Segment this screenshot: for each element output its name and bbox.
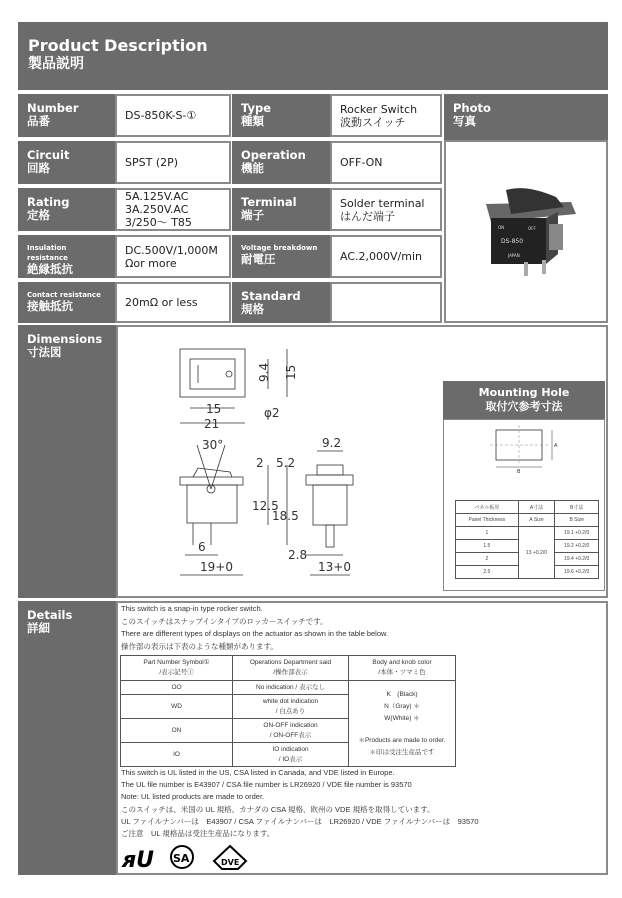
product-photo <box>444 140 608 323</box>
title-ja: 製品説明 <box>28 56 84 72</box>
label-ja: 絶縁抵抗 <box>27 262 73 276</box>
display: No indication / 表示なし <box>233 681 349 695</box>
display: IO indication <box>272 745 309 753</box>
label-en: Dimensions <box>27 332 103 346</box>
label-en: Photo <box>453 101 491 115</box>
color: K (Black) <box>386 690 418 698</box>
color-note: ＊Products are made to order. <box>358 736 446 744</box>
label-en: Number <box>27 101 79 115</box>
th: B Size <box>555 514 599 527</box>
note-line: このスイッチは、米国の UL 規格、カナダの CSA 規格、欧州の VDE 規格を取得しています。 <box>121 804 435 814</box>
label-en: Details <box>27 608 73 622</box>
cell: 2 <box>456 553 519 566</box>
spec-value <box>115 235 231 278</box>
label-ja: 定格 <box>27 208 50 222</box>
spec-label <box>232 282 330 323</box>
th: /本体・ツマミ色 <box>378 669 426 676</box>
mounting-b-label: B <box>517 469 521 475</box>
th: A Size <box>518 514 555 527</box>
value-line: 3/250～ T85 <box>125 216 192 229</box>
color: N（Gray) ＊ <box>384 702 420 710</box>
spec-label <box>232 94 330 137</box>
spec-label <box>232 141 330 184</box>
intro-line: This switch is a snap-in type rocker switch. <box>121 604 263 613</box>
value-line: 波動スイッチ <box>340 115 406 129</box>
th: Part Number Symbol① <box>143 659 210 666</box>
label-ja: 耐電圧 <box>241 252 276 266</box>
cell: 1 <box>456 527 519 540</box>
symbol: OO <box>121 681 233 695</box>
dim-6: 6 <box>198 540 206 554</box>
spec-label <box>18 235 115 278</box>
value-line: Rocker Switch <box>340 102 418 116</box>
dim-13: 13+0 <box>318 560 351 574</box>
label-en: Circuit <box>27 148 70 162</box>
svg-text:DVE: DVE <box>221 858 240 867</box>
certification-logos <box>120 843 260 873</box>
dim-15-h: 15 <box>284 364 298 380</box>
display: ON-OFF indication <box>263 721 318 729</box>
dim-18-5: 18.5 <box>272 509 299 523</box>
note-line: ご注意 UL 規格品は受注生産品になります。 <box>121 829 275 839</box>
spec-value <box>330 94 442 137</box>
intro-line: There are different types of displays on the actuator as shown in the table below. <box>121 629 389 638</box>
spec-label <box>232 235 330 278</box>
actuator-display-table <box>120 655 456 767</box>
label-ja: 写真 <box>453 114 476 128</box>
th: B寸法 <box>555 501 599 514</box>
label-ja: 規格 <box>241 302 264 316</box>
label-en: Terminal <box>241 195 297 209</box>
value-line: はんだ端子 <box>340 209 395 223</box>
dim-21: 21 <box>204 417 220 431</box>
dim-2: 2 <box>256 456 264 470</box>
cell: 1.5 <box>456 540 519 553</box>
color: W(White) ＊ <box>384 714 420 722</box>
label-en: Standard <box>241 289 301 303</box>
cell: 19.4 +0.2/0 <box>555 553 599 566</box>
color-note: ＊印は受注生産品です <box>369 748 435 756</box>
dim-phi2: φ2 <box>264 406 280 420</box>
label-en: Contact resistance <box>27 291 101 299</box>
mounting-size-table <box>455 500 599 579</box>
spec-value <box>115 141 231 184</box>
spec-label <box>18 282 115 323</box>
display: / IO表示 <box>278 755 303 763</box>
th: /操作部表示 <box>273 669 308 676</box>
value-line: DC.500V/1,000M <box>125 243 218 257</box>
dim-15-w: 15 <box>206 402 222 416</box>
note-line: This switch is UL listed in the US, CSA listed in Canada, and VDE listed in Europe. <box>121 768 395 777</box>
mounting-hole-header <box>443 381 605 419</box>
display: / 白点あり <box>275 707 306 715</box>
photo-mark-origin: JAPAN <box>508 253 520 258</box>
label-en: Operation <box>241 148 306 162</box>
spec-label <box>18 141 115 184</box>
label-ja: 詳細 <box>27 621 50 635</box>
label-ja: 接触抵抗 <box>27 299 73 313</box>
spec-label <box>232 188 330 231</box>
spec-label <box>18 188 115 231</box>
dim-12-5: 12.5 <box>252 499 279 513</box>
symbol: WD <box>121 695 233 719</box>
display: white dot indication <box>262 697 319 705</box>
details-notes <box>121 767 479 840</box>
dim-9-2: 9.2 <box>322 436 342 450</box>
photo-mark-model: DS-850 <box>501 238 524 245</box>
details-label <box>18 601 116 875</box>
display: / ON-OFF表示 <box>269 731 312 739</box>
spec-label <box>18 94 115 137</box>
page-header <box>18 22 608 90</box>
photo-mark-on: ON <box>498 225 505 230</box>
note-line: UL ファイルナンバーは E43907 / CSA ファイルナンバーは LR26920 / VDE ファイルナンバーは 93570 <box>121 816 479 826</box>
value-line: Solder terminal <box>340 196 425 210</box>
spec-value <box>330 282 442 323</box>
mounting-a-label: A <box>554 443 558 449</box>
spec-value <box>330 235 442 278</box>
th: パネル板厚 <box>456 501 519 514</box>
th: A寸法 <box>518 501 555 514</box>
th: Panel Thickness <box>456 514 519 527</box>
cell: 19.2 +0.2/0 <box>555 540 599 553</box>
value-line: DS-850K-S-① <box>125 109 197 122</box>
mounting-title-en: Mounting Hole <box>478 386 570 399</box>
dim-2-8: 2.8 <box>288 548 308 562</box>
cell: 2.5 <box>456 566 519 579</box>
mounting-title-ja: 取付穴参考寸法 <box>485 400 563 413</box>
spec-value <box>115 282 231 323</box>
label-ja: 回路 <box>27 161 50 175</box>
th: /表示記号① <box>159 669 194 676</box>
dim-19: 19+0 <box>200 560 233 574</box>
photo-label <box>444 94 608 140</box>
title-en: Product Description <box>28 36 208 55</box>
dim-5-2: 5.2 <box>276 456 296 470</box>
th: Operations Department said <box>249 659 332 666</box>
mounting-hole-drawing <box>490 425 570 475</box>
intro-line: 操作部の表示は下表のような種類があります。 <box>121 641 278 651</box>
value-line: SPST (2P) <box>125 156 179 169</box>
value-line: OFF-ON <box>340 156 383 169</box>
svg-text:SA: SA <box>173 852 190 865</box>
spec-value <box>115 188 231 231</box>
value-line: 3A.250V.AC <box>125 203 189 216</box>
cell: 19.1 +0.2/0 <box>555 527 599 540</box>
label-ja: 種類 <box>241 114 264 128</box>
value-line: 5A.125V.AC <box>125 190 189 203</box>
spec-value <box>115 94 231 137</box>
label-ja: 機能 <box>241 161 264 175</box>
dim-30deg: 30° <box>202 438 224 452</box>
spec-value <box>330 141 442 184</box>
ul-logo: ᴙU <box>122 848 154 873</box>
th: Body and knob color <box>372 659 432 666</box>
value-line: AC.2,000V/min <box>340 250 422 263</box>
symbol: IO <box>121 743 233 767</box>
dimension-drawing <box>160 335 370 585</box>
cell: 13 +0.2/0 <box>518 527 555 579</box>
value-line: 20mΩ or less <box>125 296 198 309</box>
dimensions-label <box>18 325 116 598</box>
intro-line: このスイッチはスナップインタイプのロッカースイッチです。 <box>121 616 328 626</box>
symbol: ON <box>121 719 233 743</box>
label-ja: 品番 <box>27 114 50 128</box>
note-line: The UL file number is E43907 / CSA file number is LR26920 / VDE file number is 93570 <box>121 780 412 790</box>
photo-mark-off: OFF <box>528 226 536 231</box>
label-ja: 寸法図 <box>27 345 62 359</box>
label-en: Type <box>241 101 272 115</box>
dim-9-4: 9.4 <box>257 362 271 382</box>
spec-value <box>330 188 442 231</box>
label-en: Voltage breakdown <box>241 244 318 252</box>
cell: 19.6 +0.2/0 <box>555 566 599 579</box>
details-intro <box>121 603 388 653</box>
label-en: Rating <box>27 195 70 209</box>
label-en: Insulation resistance <box>27 244 68 262</box>
note-line: Note: UL listed products are made to order. <box>121 792 265 802</box>
table-row <box>121 681 456 695</box>
value-line: Ωor more <box>125 256 177 270</box>
label-ja: 端子 <box>241 208 264 222</box>
